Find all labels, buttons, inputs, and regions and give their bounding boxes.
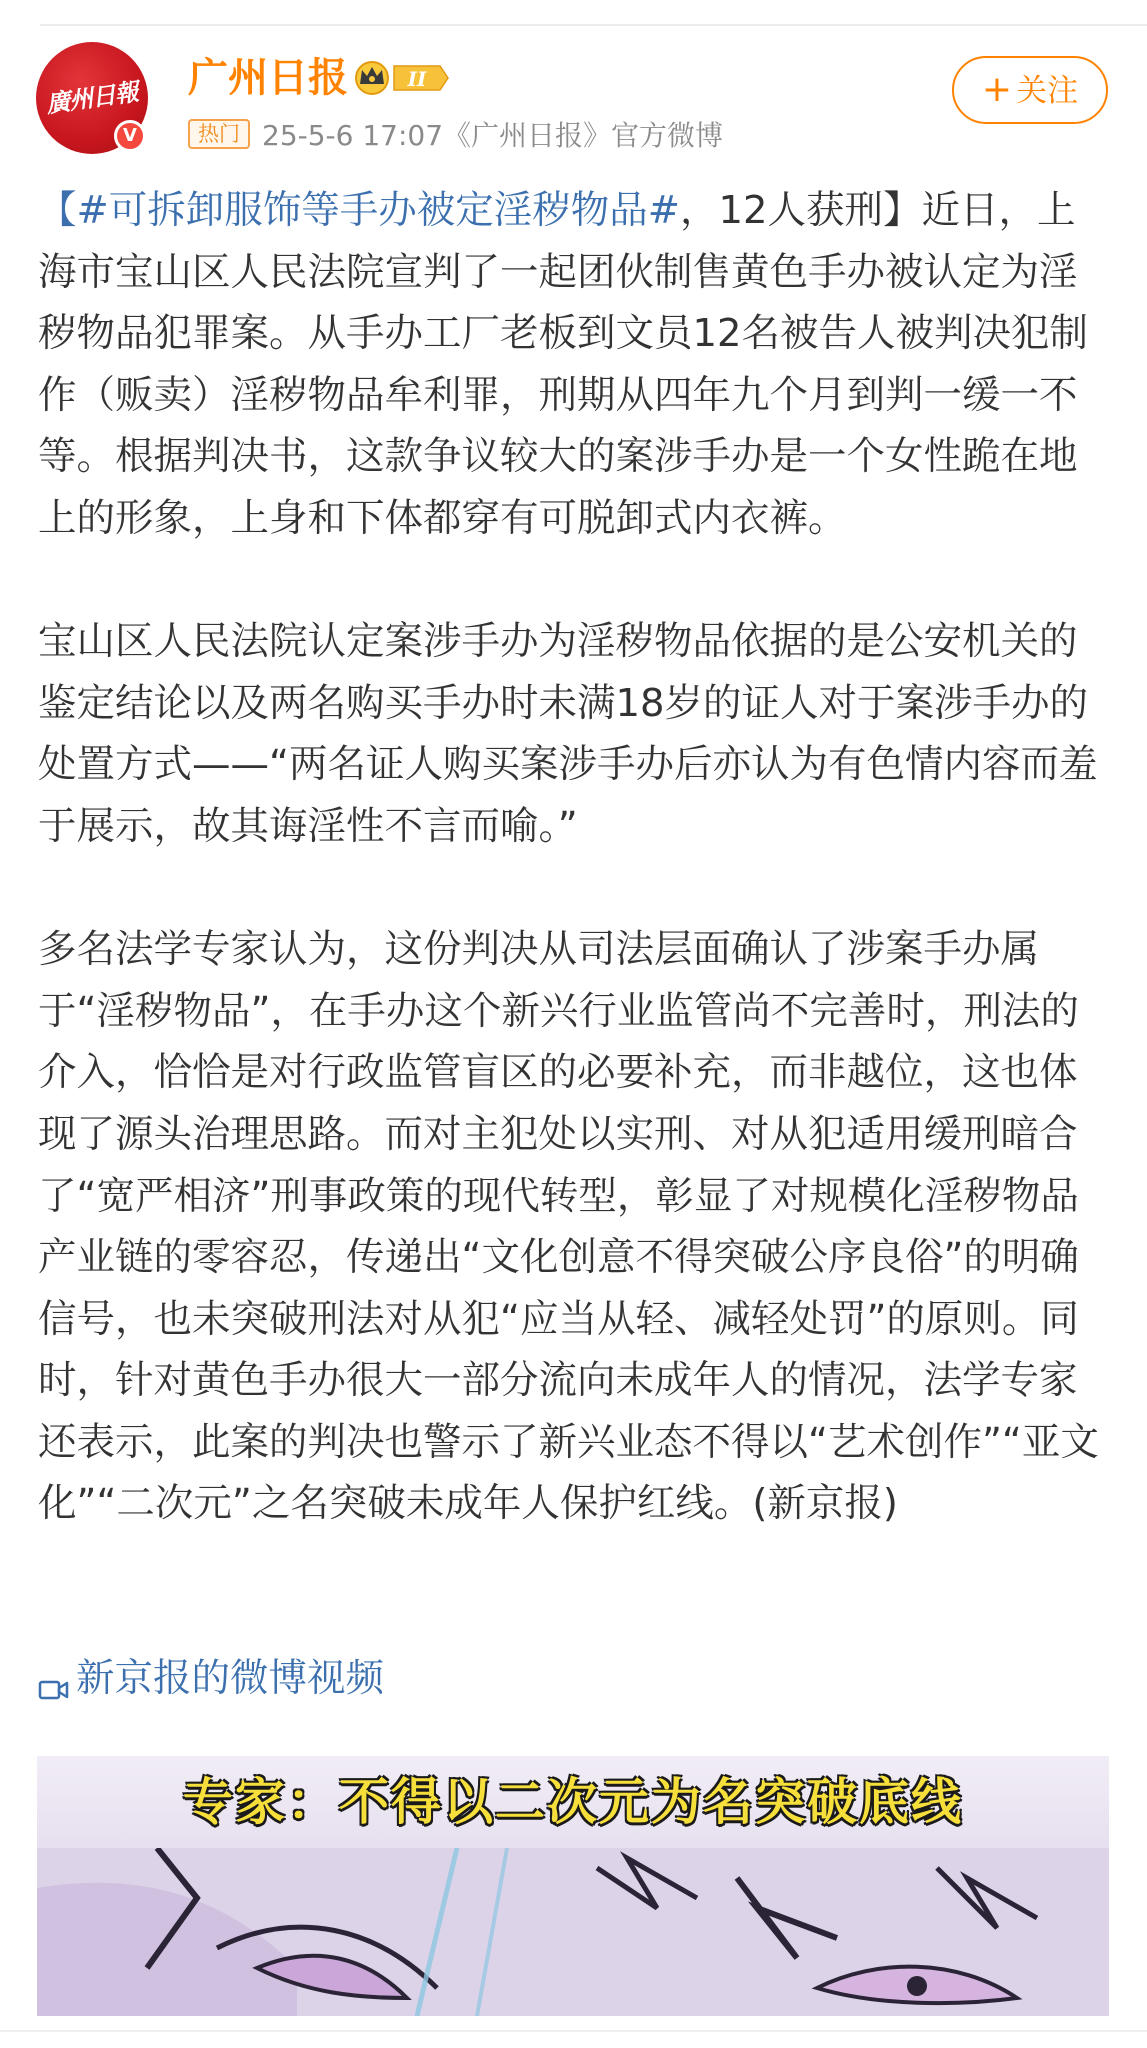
crown-member-badge-icon[interactable] [354, 60, 450, 96]
post-meta [188, 114, 723, 154]
video-link[interactable] [38, 1648, 384, 1710]
video-camera-icon [38, 1663, 70, 1695]
hot-tag: 热门 [188, 119, 250, 149]
post-body [38, 180, 1110, 1535]
post-paragraph-1 [38, 180, 1110, 550]
hashtag-link[interactable]: 【#可拆卸服饰等手办被定淫秽物品# [38, 188, 681, 233]
video-art-image [37, 1848, 1109, 2016]
top-divider [40, 24, 1147, 26]
member-level-label: II [407, 67, 427, 91]
headline-text: ，12人获刑】近日，上海市宝山区人民法院宣判了一起团伙制售黄色手办被认定为淫秽物品犯罪案。从手办工厂老板到文员12名被告人被判决犯制作（贩卖）淫秽物品牟利罪，刑期从四年九个月到判一缓一不等。根据判决书，这款争议较大的案涉手办是一个女性跪在地上的形象，上身和下体都穿有可脱卸式内衣裤。 [38, 188, 1088, 541]
account-name[interactable]: 广州日报 [188, 55, 348, 101]
follow-button[interactable] [952, 56, 1108, 124]
post-paragraph-2: 宝山区人民法院认定案涉手办为淫秽物品依据的是公安机关的鉴定结论以及两名购买手办时未满18岁的证人对于案涉手办的处置方式——“两名证人购买案涉手办后亦认为有色情内容而羞于展示，故其诲淫性不言而喻。” [38, 619, 1098, 849]
avatar-logo: 廣州日報 [44, 76, 140, 119]
verified-icon: V [114, 120, 146, 152]
video-caption: 专家：不得以二次元为名突破底线 [183, 1773, 963, 1831]
avatar[interactable] [36, 42, 148, 154]
bottom-divider [0, 2030, 1147, 2032]
plus-icon: + [981, 69, 1013, 110]
post-time-source: 25-5-6 17:07《广州日报》官方微博 [262, 119, 724, 152]
post-paragraph-3: 多名法学专家认为，这份判决从司法层面确认了涉案手办属于“淫秽物品”，在手办这个新兴行业监管尚不完善时，刑法的介入，恰恰是对行政监管盲区的必要补充，而非越位，这也体现了源头治理思路。而对主犯处以实刑、对从犯适用缓刑暗合了“宽严相济”刑事政策的现代转型，彰显了对规模化淫秽物品产业链的零容忍，传递出“文化创意不得突破公序良俗”的明确信号，也未突破刑法对从犯“应当从轻、减轻处罚”的原则。同时，针对黄色手办很大一部分流向未成年人的情况，法学专家还表示，此案的判决也警示了新兴业态不得以“艺术创作”“亚文化”“二次元”之名突破未成年人保护红线。(新京报) [38, 927, 1099, 1527]
follow-label: 关注 [1016, 73, 1079, 109]
video-link-label: 新京报的微博视频 [76, 1656, 385, 1701]
video-thumbnail[interactable] [37, 1756, 1109, 2016]
